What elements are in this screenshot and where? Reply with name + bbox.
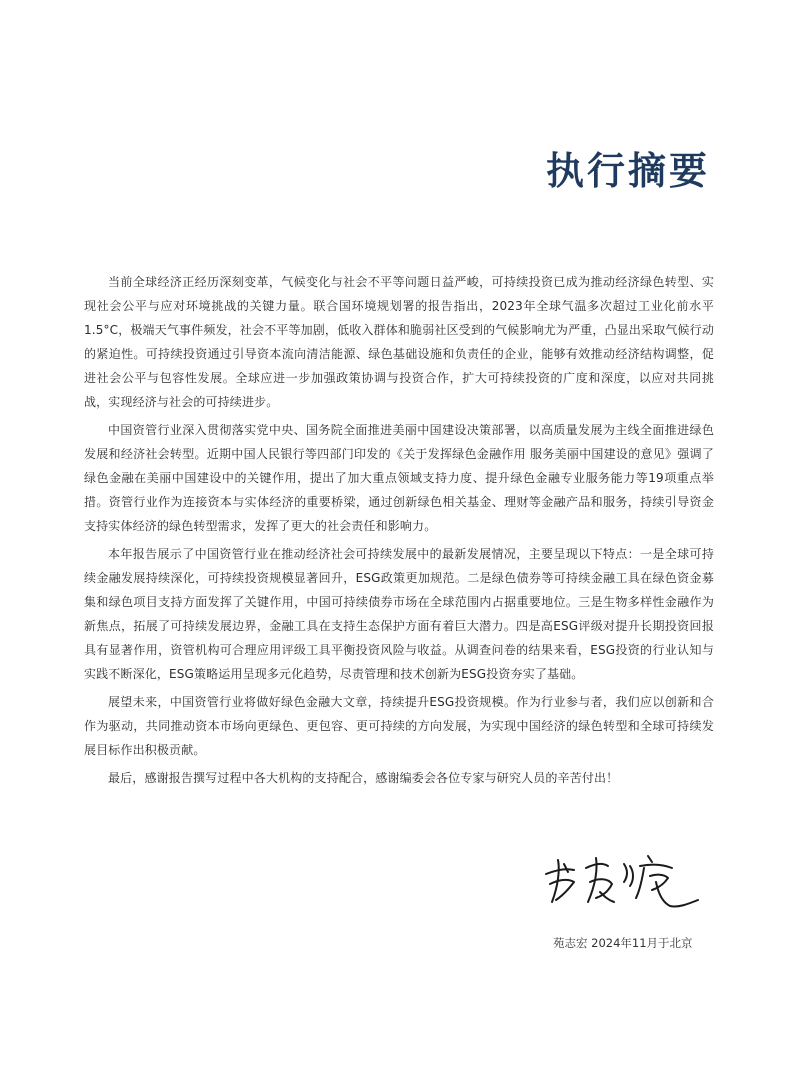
paragraph-2: 中国资管行业深入贯彻落实党中央、国务院全面推进美丽中国建设决策部署，以高质量发展为主线全面推进绿色发展和经济社会转型。近期中国人民银行等四部门印发的《关于发挥绿色金融作用 服务美丽中国建设的意见》强调了绿色金融在美丽中国建设中的关键作用，提出了加大重点领域支持力度、提升绿色金融专业服务能力等19项重点举措。资管行业作为连接资本与实体经济的重要桥梁，通过创新绿色相关基金、理财等金融产品和服务，持续引导资金支持实体经济的绿色转型需求，发挥了更大的社会责任和影响力。 [84, 423, 714, 533]
page-title: 执行摘要 [545, 149, 710, 193]
paragraph-1: 当前全球经济正经历深刻变革，气候变化与社会不平等问题日益严峻，可持续投资已成为推动经济绿色转型、实现社会公平与应对环境挑战的关键力量。联合国环境规划署的报告指出，2023年全球气温多次超过工业化前水平1.5°C，极端天气事件频发，社会不平等加剧，低收入群体和脆弱社区受到的气候影响尤为严重，凸显出采取气候行动的紧迫性。可持续投资通过引导资本流向清洁能源、绿色基础设施和负责任的企业，能够有效推动经济结构调整，促进社会公平与包容性发展。全球应进一步加强政策协调与投资合作，扩大可持续投资的广度和深度，以应对共同挑战，实现经济与社会的可持续进步。 [84, 275, 714, 409]
summary-body [84, 270, 714, 794]
handwritten-signature [538, 846, 708, 916]
signoff-line: 苑志宏 2024年11月于北京 [553, 936, 693, 950]
paragraph-4: 展望未来，中国资管行业将做好绿色金融大文章，持续提升ESG投资规模。作为行业参与者，我们应以创新和合作为驱动，共同推动资本市场向更绿色、更包容、更可持续的方向发展，为实现中国经济的绿色转型和全球可持续发展目标作出积极贡献。 [84, 695, 714, 757]
paragraph-3: 本年报告展示了中国资管行业在推动经济社会可持续发展中的最新发展情况，主要呈现以下特点：一是全球可持续金融发展持续深化，可持续投资规模显著回升，ESG政策更加规范。二是绿色债券等可持续金融工具在绿色资金募集和绿色项目支持方面发挥了关键作用，中国可持续债券市场在全球范围内占据重要地位。三是生物多样性金融作为新焦点，拓展了可持续发展边界，金融工具在支持生态保护方面有着巨大潜力。四是高ESG评级对提升长期投资回报具有显著作用，资管机构可合理应用评级工具平衡投资风险与收益。从调查问卷的结果来看，ESG投资的行业认知与实践不断深化，ESG策略运用呈现多元化趋势，尽责管理和技术创新为ESG投资夯实了基础。 [84, 547, 714, 681]
paragraph-5: 最后，感谢报告撰写过程中各大机构的支持配合，感谢编委会各位专家与研究人员的辛苦付出！ [108, 771, 619, 785]
